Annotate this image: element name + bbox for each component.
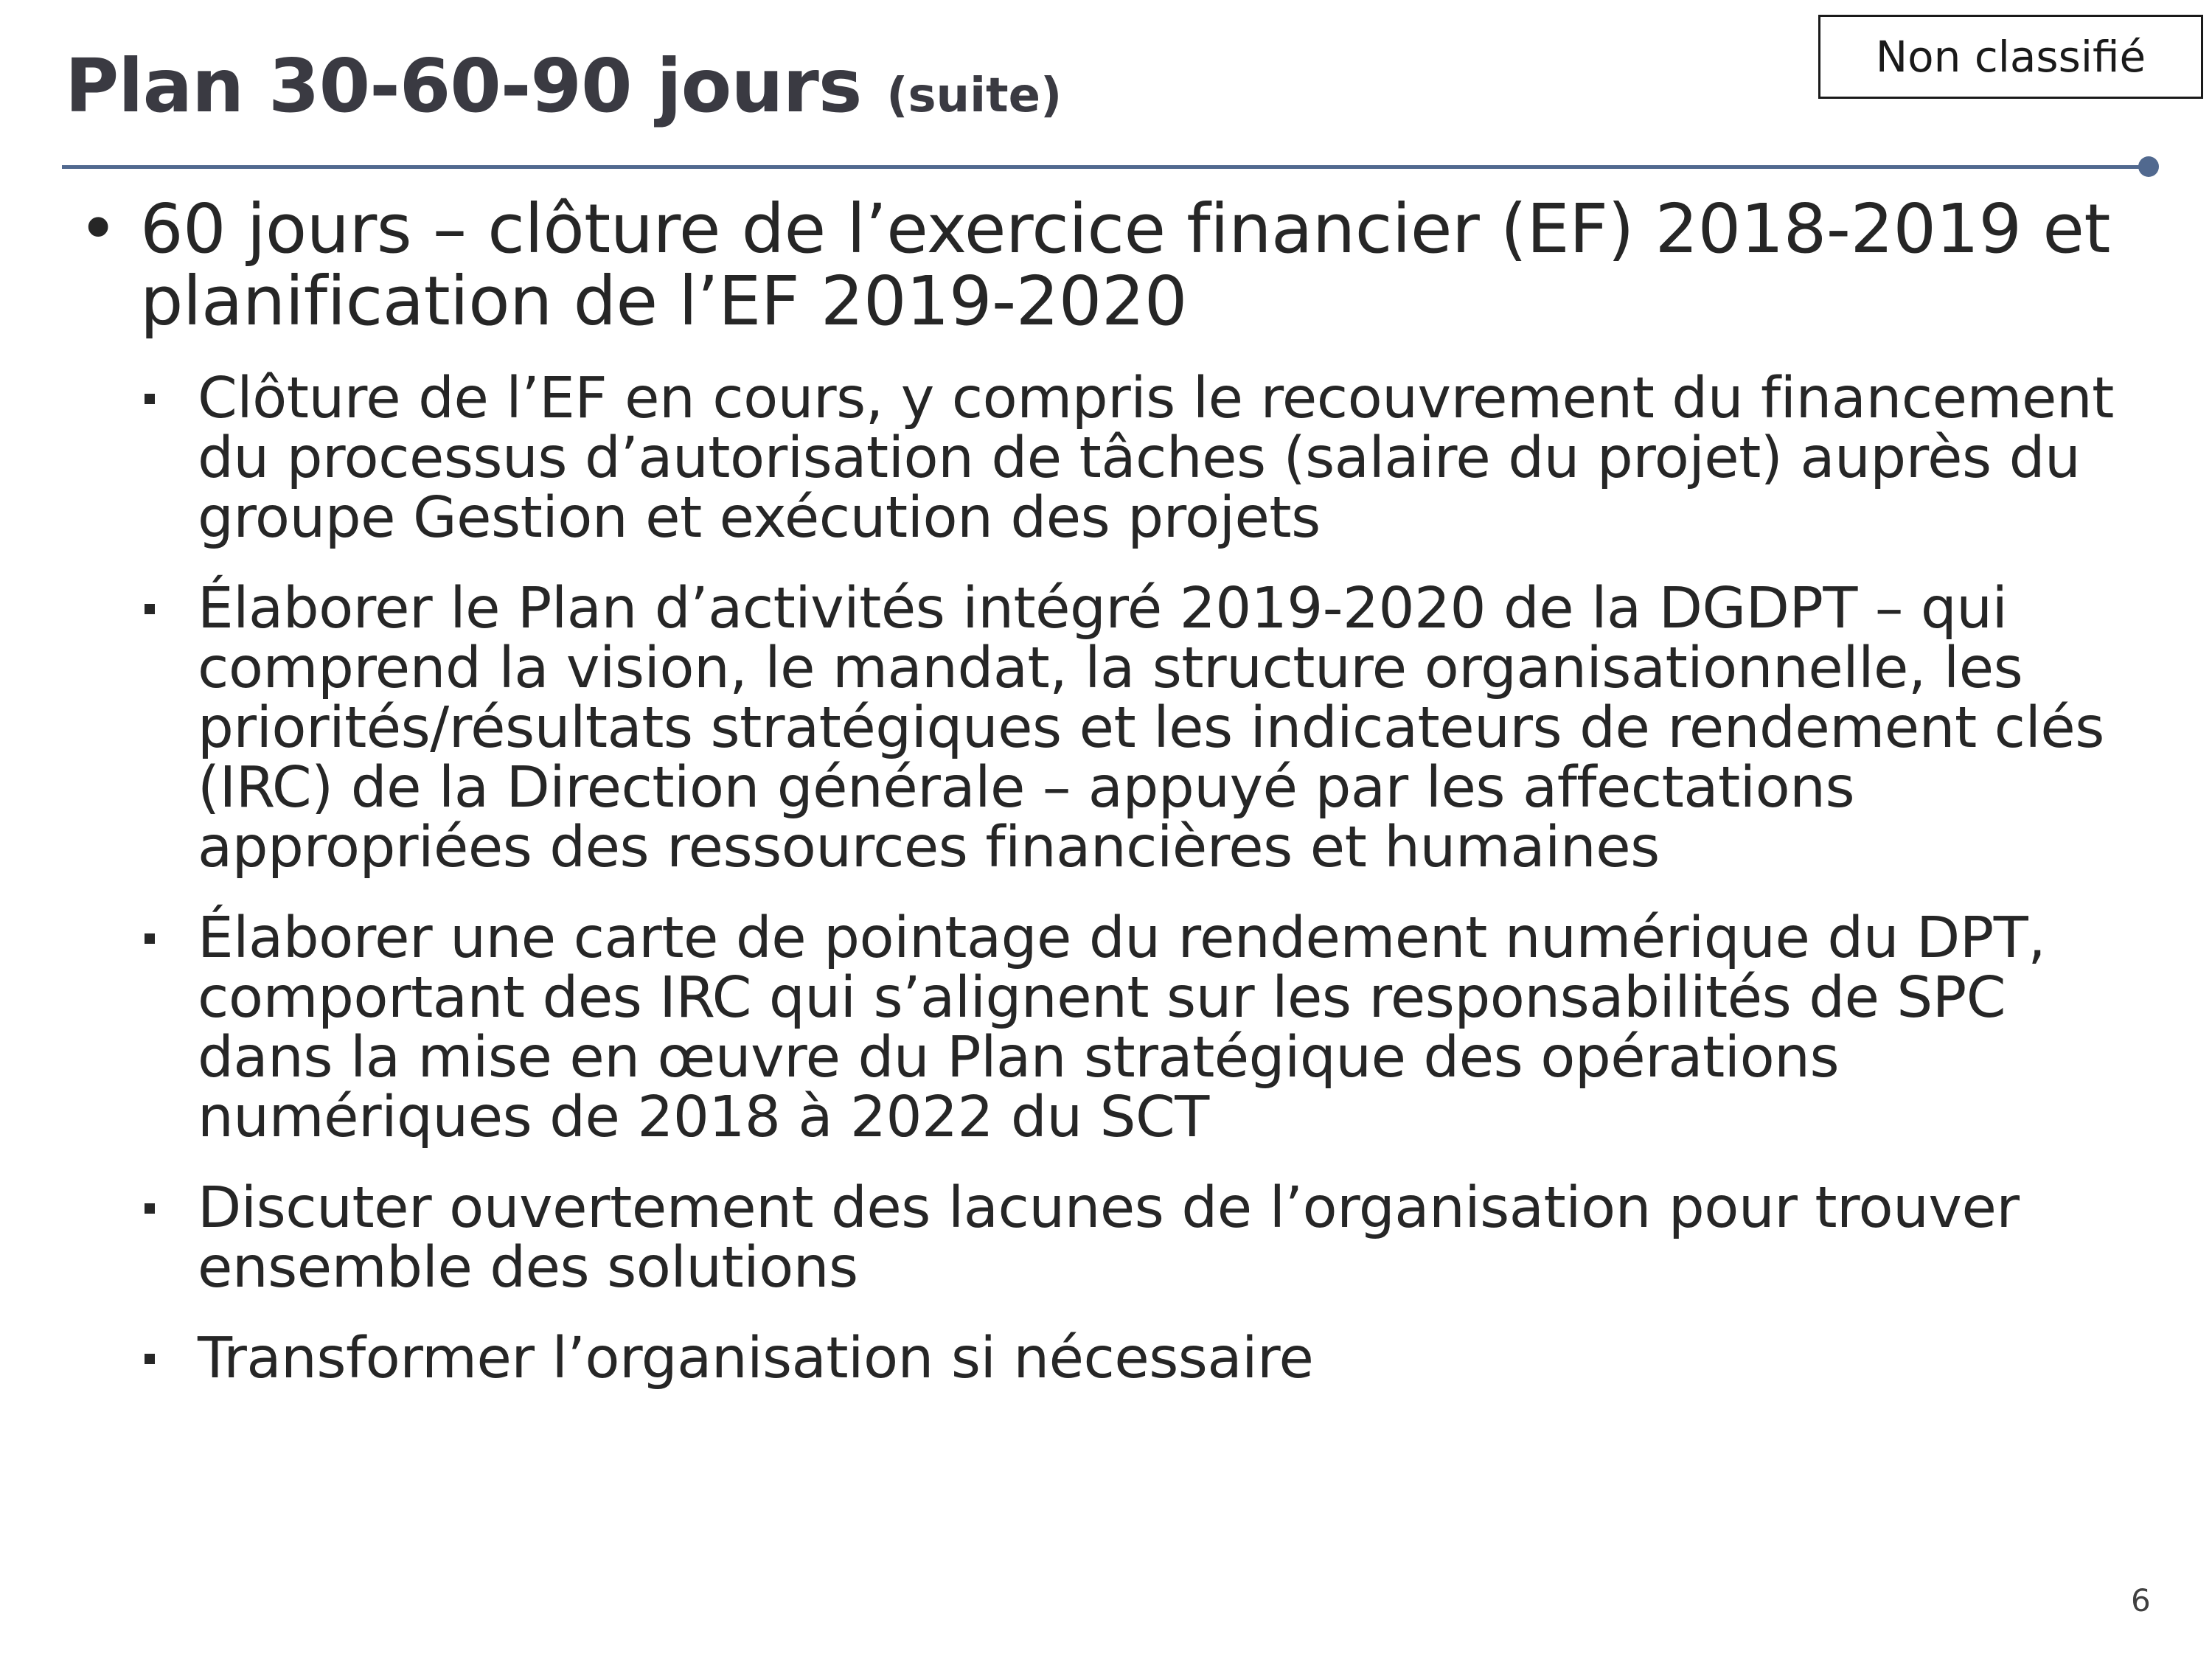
sub-bullet-item (74, 576, 2146, 880)
page-number: 6 (2131, 1582, 2151, 1618)
square-bullet-icon (145, 1203, 155, 1214)
sub-bullet-text: Transformer l’organisation si nécessaire (198, 1326, 1314, 1391)
classification-label: Non classifié (1818, 15, 2203, 99)
slide-title (65, 43, 1062, 129)
sub-bullet-text: Clôture de l’EF en cours, y compris le recouvrement du financement du processus d’autorisation de tâches (salaire du projet) auprès du groupe Gestion et exécution des projets (198, 366, 2114, 551)
sub-bullet-item (74, 1175, 2146, 1301)
sub-bullet-list (74, 366, 2146, 1391)
sub-bullet-item (74, 366, 2146, 551)
slide-title-main: Plan 30-60-90 jours (65, 43, 862, 129)
slide-title-suffix: (suite) (886, 69, 1062, 123)
round-bullet-icon: • (78, 189, 118, 268)
main-bullet (74, 189, 2146, 341)
sub-bullet-item (74, 905, 2146, 1150)
square-bullet-icon (145, 604, 155, 614)
sub-bullet-text: Élaborer une carte de pointage du rendement numérique du DPT, comportant des IRC qui s’alignent sur les responsabilités de SPC dans la mise en œuvre du Plan stratégique des opérations numériques de 2018 à 2022 du SCT (198, 905, 2046, 1150)
square-bullet-icon (145, 933, 155, 944)
header-divider (62, 165, 2149, 169)
main-bullet-text: 60 jours – clôture de l’exercice financier (EF) 2018-2019 et planification de l’EF 2019-2020 (140, 189, 2111, 341)
sub-bullet-text: Discuter ouvertement des lacunes de l’organisation pour trouver ensemble des solutions (198, 1175, 2020, 1301)
square-bullet-icon (145, 394, 155, 404)
slide-content (74, 189, 2146, 1419)
sub-bullet-text: Élaborer le Plan d’activités intégré 2019-2020 de la DGDPT – qui comprend la vision, le mandat, la structure organisationnelle, les priorités/résultats stratégiques et les indicateurs de rendement clés (IRC) de la Direction générale – appuyé par les affectations appropriées des ressources financières et humaines (198, 576, 2104, 880)
square-bullet-icon (145, 1354, 155, 1364)
divider-end-dot-icon (2138, 156, 2159, 177)
sub-bullet-item (74, 1326, 2146, 1391)
